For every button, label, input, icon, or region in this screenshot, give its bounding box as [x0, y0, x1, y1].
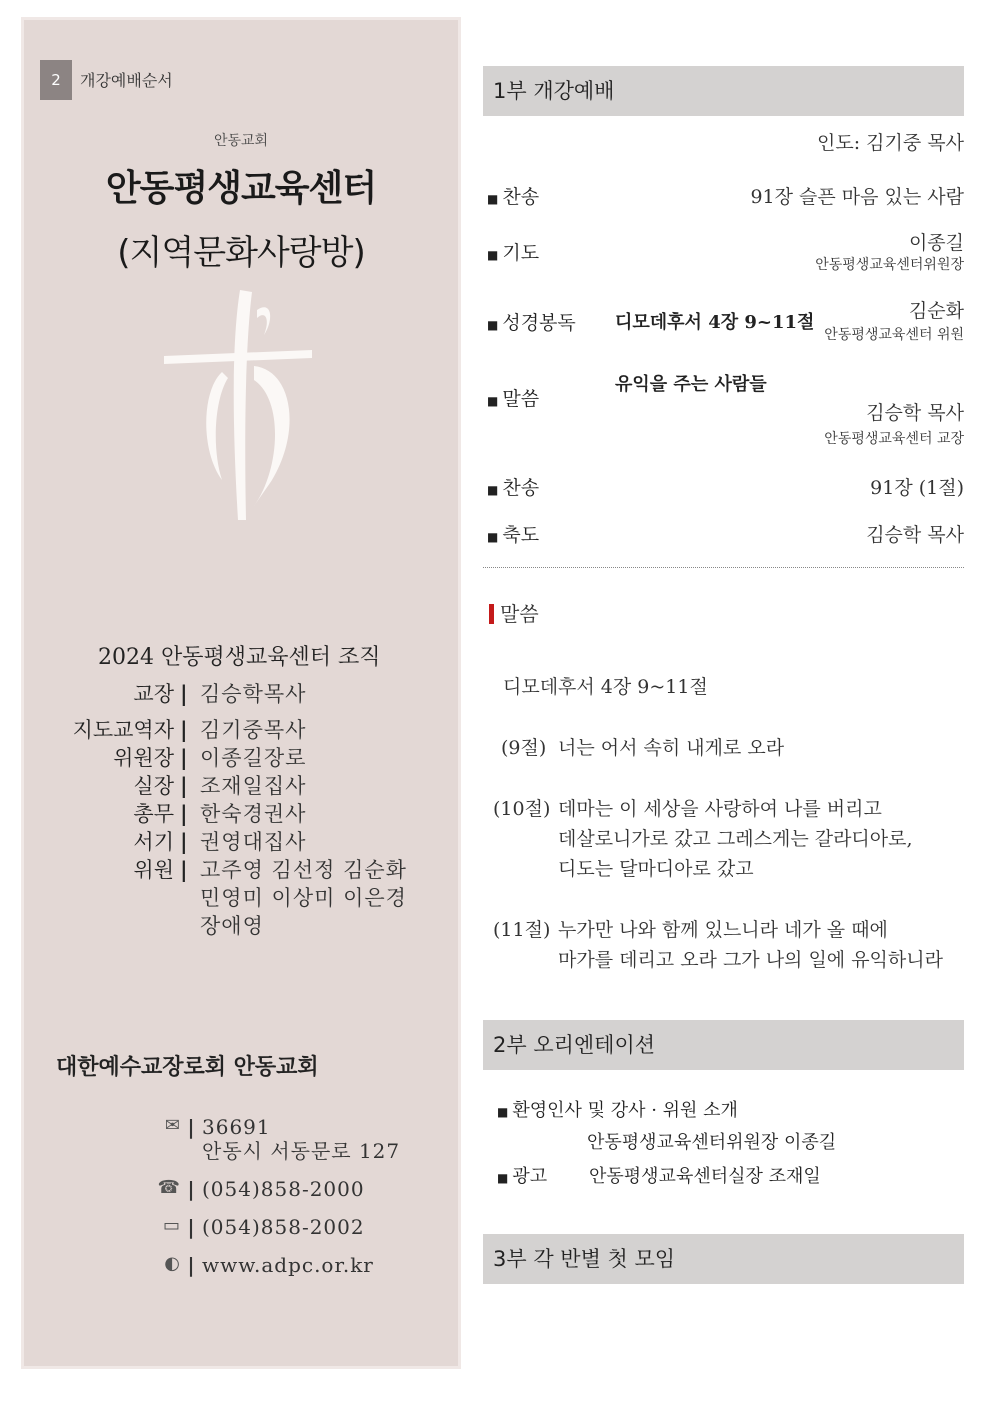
- fax-number: (054)858-2002: [202, 1215, 365, 1239]
- part2-header: 2부 오리엔테이션: [483, 1020, 964, 1070]
- worship-leader: 인도: 김기중 목사: [817, 132, 964, 154]
- verse-11-num: (11절): [493, 919, 551, 941]
- program-item-hymn: ■ 찬송: [487, 186, 540, 208]
- page-number: 2: [40, 60, 72, 100]
- prayer-person: 이종길: [908, 232, 964, 254]
- verse-10-line1: 데마는 이 세상을 사랑하여 나를 버리고: [558, 798, 882, 820]
- contact-block: ✉ | 36691 안동시 서동문로 127 ☎ | (054)858-2000 ▭ | (054)858-2002 ◐ | www.adpc.or.kr: [144, 1115, 400, 1291]
- word-heading: 말씀: [489, 598, 539, 627]
- cross-logo: [162, 280, 322, 540]
- program-item-sermon: ■ 말씀: [487, 388, 540, 410]
- org-row: 지도교역자 | 김기중목사: [72, 717, 307, 742]
- divider: [483, 567, 964, 568]
- sermon-role: 안동평생교육센터 교장: [824, 431, 964, 447]
- org-row: 서기 | 권영대집사: [133, 829, 307, 854]
- zip-code: 36691: [202, 1115, 271, 1139]
- reading-person: 김순화: [908, 300, 964, 322]
- church-name: 대한예수교장로회 안동교회: [56, 1054, 319, 1080]
- verse-11-line1: 누가만 나와 함께 있느니라 네가 올 때에: [558, 919, 888, 941]
- website-link[interactable]: www.adpc.or.kr: [202, 1253, 374, 1277]
- phone-icon: ☎: [157, 1177, 180, 1198]
- red-marker: [489, 604, 494, 624]
- org-row: 총무 | 한숙경권사: [133, 801, 307, 826]
- sermon-title: 유익을 주는 사람들: [615, 374, 767, 395]
- program-item-prayer: ■ 기도: [487, 242, 540, 264]
- welcome-person: 안동평생교육센터위원장 이종길: [587, 1132, 837, 1153]
- fax-icon: ▭: [162, 1215, 180, 1236]
- page-label: 개강예배순서: [80, 71, 173, 90]
- verse-9-num: (9절): [501, 737, 547, 759]
- address: 안동시 서동문로 127: [202, 1139, 401, 1163]
- mail-icon: ✉: [164, 1115, 180, 1136]
- org-row: 위원 | 고주영 김선정 김순화: [133, 857, 407, 882]
- program-item-hymn2: ■ 찬송: [487, 477, 540, 499]
- notice-person: 안동평생교육센터실장 조재일: [589, 1166, 821, 1187]
- verse-11-line2: 마가를 데리고 오라 그가 나의 일에 유익하니라: [558, 949, 943, 971]
- org-row: 교장 | 김승학목사: [133, 681, 307, 706]
- program-item-reading: ■ 성경봉독: [487, 312, 576, 334]
- center-title: 안동평생교육센터: [105, 168, 377, 209]
- sermon-person: 김승학 목사: [866, 402, 964, 424]
- scripture-ref: 디모데후서 4장 9~11절: [615, 312, 815, 333]
- orientation-item-notice: ■ 광고: [497, 1166, 548, 1187]
- org-row: 실장 | 조재일집사: [133, 773, 307, 798]
- reading-role: 안동평생교육센터 위원: [824, 327, 964, 343]
- hymn2-text: 91장 (1절): [870, 477, 964, 499]
- part1-header: 1부 개강예배: [483, 66, 964, 116]
- mouse-icon: ◐: [164, 1253, 180, 1274]
- verse-10-line2: 데살로니가로 갔고 그레스게는 갈라디아로,: [558, 828, 913, 850]
- benediction-text: 김승학 목사: [866, 524, 964, 546]
- cover-panel: [24, 20, 458, 1366]
- word-reference: 디모데후서 4장 9~11절: [503, 676, 708, 698]
- program-item-benediction: ■ 축도: [487, 524, 540, 546]
- part3-header: 3부 각 반별 첫 모임: [483, 1234, 964, 1284]
- center-subtitle: (지역문화사랑방): [117, 233, 365, 273]
- verse-9-text: 너는 어서 속히 내게로 오라: [558, 737, 785, 759]
- verse-10-line3: 디도는 달마디아로 갔고: [558, 858, 754, 880]
- org-table: [64, 680, 420, 940]
- church-small-label: 안동교회: [213, 133, 269, 149]
- org-row: 민영미 이상미 이은경: [200, 886, 407, 910]
- phone-number: (054)858-2000: [202, 1177, 365, 1201]
- org-row: 장애영: [200, 914, 264, 938]
- org-title: 2024 안동평생교육센터 조직: [98, 645, 381, 670]
- orientation-item-welcome: ■ 환영인사 및 강사 · 위원 소개: [497, 1100, 738, 1121]
- org-row: 위원장 | 이종길장로: [113, 745, 307, 770]
- verse-10-num: (10절): [493, 798, 551, 820]
- hymn-text: 91장 슬픈 마음 있는 사람: [750, 186, 964, 208]
- prayer-role: 안동평생교육센터위원장: [815, 257, 964, 273]
